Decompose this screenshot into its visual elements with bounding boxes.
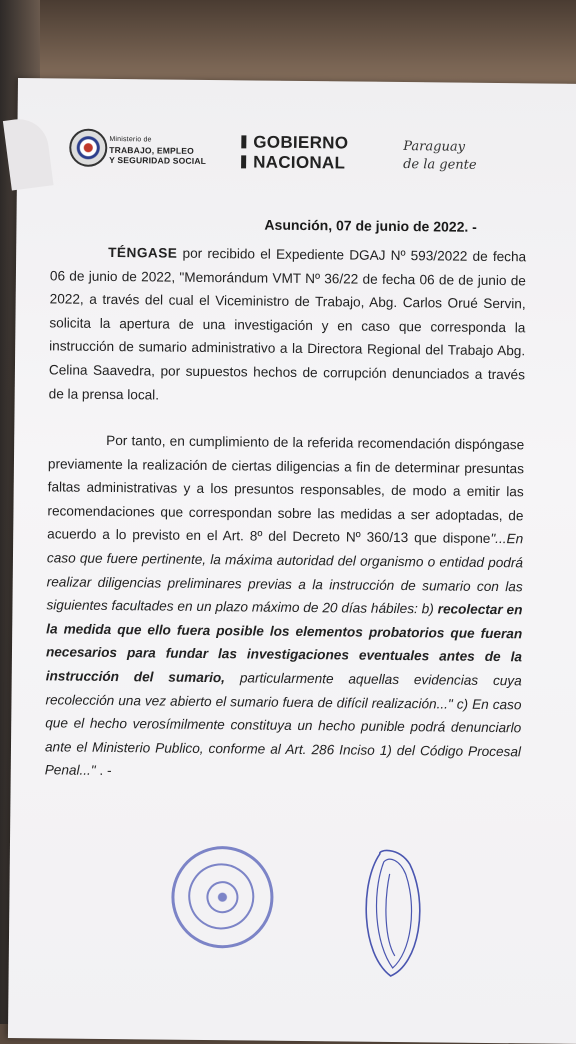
gobierno-line2: NACIONAL (241, 152, 348, 173)
ministry-small-label: Ministerio de (109, 135, 152, 144)
ministry-label (109, 133, 206, 166)
paragraph-2 (45, 428, 525, 787)
ministry-seal-icon (69, 129, 107, 167)
paragraph-2-quote-1: "...En caso que fuere pertinente, la máxima autoridad del organismo o entidad podrá realizar diligencias preliminares previas a la instrucción de sumario con las siguientes facultades en un plazo máximo de 20 días hábiles: b) (46, 531, 524, 617)
paragraph-2-bold-quote: recolectar en la medida que ello fuera posible los elementos probatorios que fueran necesarios para fundar las investigaciones eventuales antes de la instrucción del sumario, (45, 601, 523, 686)
paragraph-1-lead: TÉNGASE (108, 244, 178, 261)
paragraph-2-body: Por tanto, en cumplimiento de la referida recomendación dispóngase previamente la realización de ciertas diligencias a fin de determinar presuntas faltas administrativas y a los presuntos responsables, de modo a emitir las recomendaciones que correspondan sobre las medidas a ser adoptadas, de acuerdo a lo previsto en el Art. 8º del Decreto Nº 360/13 que dispone (47, 432, 525, 547)
paragraph-2-tail: . - (95, 763, 112, 779)
paragraph-1-body: por recibido el Expediente DGAJ Nº 593/2022 de fecha 06 de junio de 2022, "Memorándum VMT Nº 36/22 de fecha 06 de de junio de 2022, a través del cual el Viceministro de Trabajo, Abg. Carlos Orué Servin, solicita la apertura de una investigación y en caso que corresponda la instrucción de sumario administrativo a la Directora Regional del Trabajo Abg. Celina Saavedra, por supuestos hechos de corrupción denunciados a través de la prensa local. (48, 245, 527, 403)
document-page (8, 78, 576, 1044)
slogan-logo: Paraguay de la gente (403, 139, 477, 173)
letterhead (69, 129, 570, 194)
signature-icon (349, 844, 440, 985)
gobierno-line1: GOBIERNO (241, 132, 348, 153)
paragraph-1 (49, 240, 527, 410)
document-date: Asunción, 07 de junio de 2022. - (264, 216, 477, 235)
official-stamp-icon (162, 837, 282, 957)
folded-corner (3, 116, 54, 191)
paragraph-2-quote-2: particularmente aquellas evidencias cuya recolección una vez abierto el sumario fuera de difícil realización..." c) En caso que el hecho verosímilmente constituya un hecho punible podrá denunciarlo ante el Ministerio Publico, conforme al Art. 286 Inciso 1) del Código Procesal Penal..." (44, 670, 522, 779)
gobierno-nacional-logo (241, 132, 348, 173)
ministry-name: TRABAJO, EMPLEO Y SEGURIDAD SOCIAL (109, 144, 207, 166)
